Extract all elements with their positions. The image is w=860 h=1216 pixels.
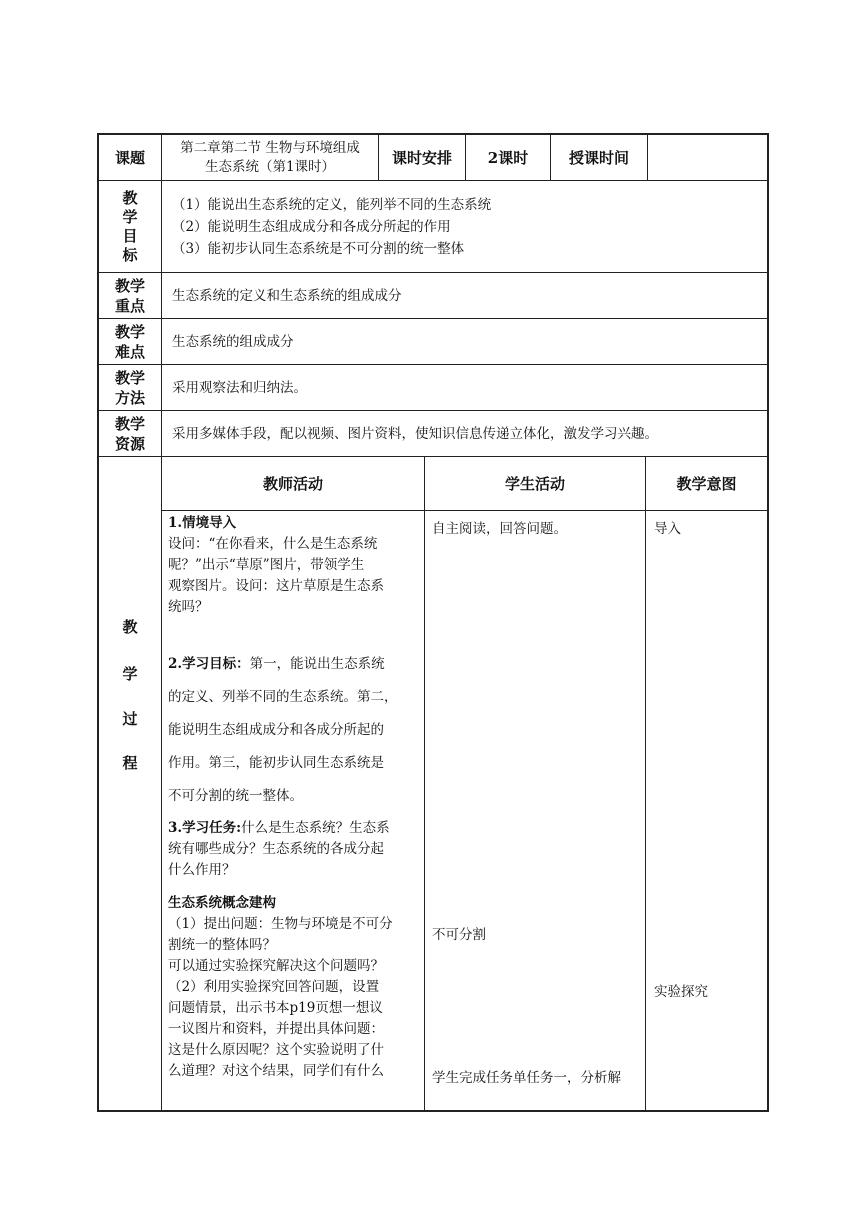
text-line: 割统一的整体吗？ <box>168 937 276 953</box>
methods-text: 采用观察法和归纳法。 <box>172 379 307 396</box>
goals-label-char: 教 <box>122 188 138 207</box>
time-label: 授课时间 <box>568 148 629 167</box>
text-line <box>168 648 420 681</box>
label-line: 教学 <box>114 276 145 295</box>
section-title: 3.学习任务: <box>168 820 242 836</box>
text-line: 设问：“在你看来，什么是生态系统 <box>168 536 378 552</box>
col-teaching-intent: 教学意图 <box>676 474 737 493</box>
text-line: 什么作用？ <box>168 862 236 878</box>
goals-label-char: 学 <box>122 207 138 226</box>
section-title: 2.学习目标： <box>168 656 250 672</box>
col-teacher-activity: 教师活动 <box>262 474 323 493</box>
col-student-activity: 学生活动 <box>504 474 565 493</box>
student-activity-3: 学生完成任务单任务一，分析解 <box>432 1070 621 1086</box>
label-line: 方法 <box>114 388 145 407</box>
text-line: （1）提出问题：生物与环境是不可分 <box>168 916 393 932</box>
label-line: 教学 <box>114 414 145 433</box>
label-line: 教学 <box>114 368 145 387</box>
goals-label-char: 标 <box>122 245 138 264</box>
col-divider <box>645 456 646 1112</box>
text-line: 不可分割的统一整体。 <box>168 788 303 804</box>
process-label-char: 教 <box>122 618 138 636</box>
topic-value <box>162 135 378 180</box>
text-line: （2）利用实验探究回答问题，设置 <box>168 979 380 995</box>
student-activity-2: 不可分割 <box>432 927 486 943</box>
topic-value-text: 第二章第二节 生物与环境组成生态系统（第1课时） <box>180 139 360 175</box>
section-title: 生态系统概念建构 <box>168 895 276 911</box>
text-line: 问题情景，出示书本p19页想一想议 <box>168 1000 383 1016</box>
resources-text: 采用多媒体手段，配以视频、图片资料，使知识信息传递立体化，激发学习兴趣。 <box>172 425 658 442</box>
goal-item: （3）能初步认同生态系统是不可分割的统一整体 <box>172 240 465 257</box>
text-line <box>168 818 420 839</box>
text-line: 统吗？ <box>168 599 209 615</box>
text-line: 可以通过实验探究解决这个问题吗？ <box>168 958 384 974</box>
row-divider <box>161 510 769 511</box>
teacher-section-concept <box>168 893 420 1082</box>
teacher-section-tasks <box>168 818 420 881</box>
col-divider <box>424 456 425 1112</box>
text-line: 观察图片。设问：这片草原是生态系 <box>168 578 384 594</box>
process-label-char: 过 <box>122 710 138 728</box>
text-fragment: 第一，能说出生态系统 <box>249 656 385 672</box>
teacher-section-intro <box>168 513 420 618</box>
text-line: 能说明生态组成成分和各成分所起的 <box>168 722 384 738</box>
student-activity-1: 自主阅读，回答问题。 <box>432 521 567 537</box>
label-line: 资源 <box>114 434 145 453</box>
text-fragment: 什么是生态系统？生态系 <box>241 820 390 836</box>
section-title: 1.情境导入 <box>168 515 237 531</box>
process-label-char: 学 <box>122 665 138 683</box>
text-line: 这是什么原因呢？这个实验说明了什 <box>168 1042 384 1058</box>
text-line: 呢？”出示“草原”图片，带领学生 <box>168 557 365 573</box>
table-border-bottom <box>97 1110 769 1112</box>
goal-item: （2）能说明生态组成成分和各成分所起的作用 <box>172 218 451 235</box>
goals-list <box>162 181 766 272</box>
teacher-section-goals <box>168 648 420 813</box>
intent-2: 实验探究 <box>654 984 708 1000</box>
schedule-value: 2课时 <box>487 148 529 167</box>
topic-label: 课题 <box>114 148 145 167</box>
text-line: 么道理？对这个结果，同学们有什么 <box>168 1063 384 1079</box>
text-line: 一议图片和资料，并提出具体问题： <box>168 1021 384 1037</box>
methods-label <box>99 365 161 410</box>
text-line: 作用。第三，能初步认同生态系统是 <box>168 755 384 771</box>
text-line: 统有哪些成分？生态系统的各成分起 <box>168 841 384 857</box>
label-line: 难点 <box>114 342 145 361</box>
label-line: 重点 <box>114 296 145 315</box>
intent-1: 导入 <box>654 521 681 537</box>
goal-item: （1）能说出生态系统的定义，能列举不同的生态系统 <box>172 196 492 213</box>
resources-label <box>99 411 161 456</box>
process-label-char: 程 <box>122 754 138 772</box>
time-value <box>648 135 767 180</box>
key-points-text: 生态系统的定义和生态系统的组成成分 <box>172 287 402 304</box>
table-border-right <box>767 133 769 1112</box>
key-points-label <box>99 273 161 318</box>
difficulties-label <box>99 319 161 364</box>
label-line: 教学 <box>114 322 145 341</box>
text-line: 的定义、列举不同的生态系统。第二， <box>168 689 398 705</box>
goals-label-char: 目 <box>122 226 138 245</box>
goals-label <box>99 181 161 272</box>
difficulties-text: 生态系统的组成成分 <box>172 333 294 350</box>
schedule-label: 课时安排 <box>391 148 452 167</box>
